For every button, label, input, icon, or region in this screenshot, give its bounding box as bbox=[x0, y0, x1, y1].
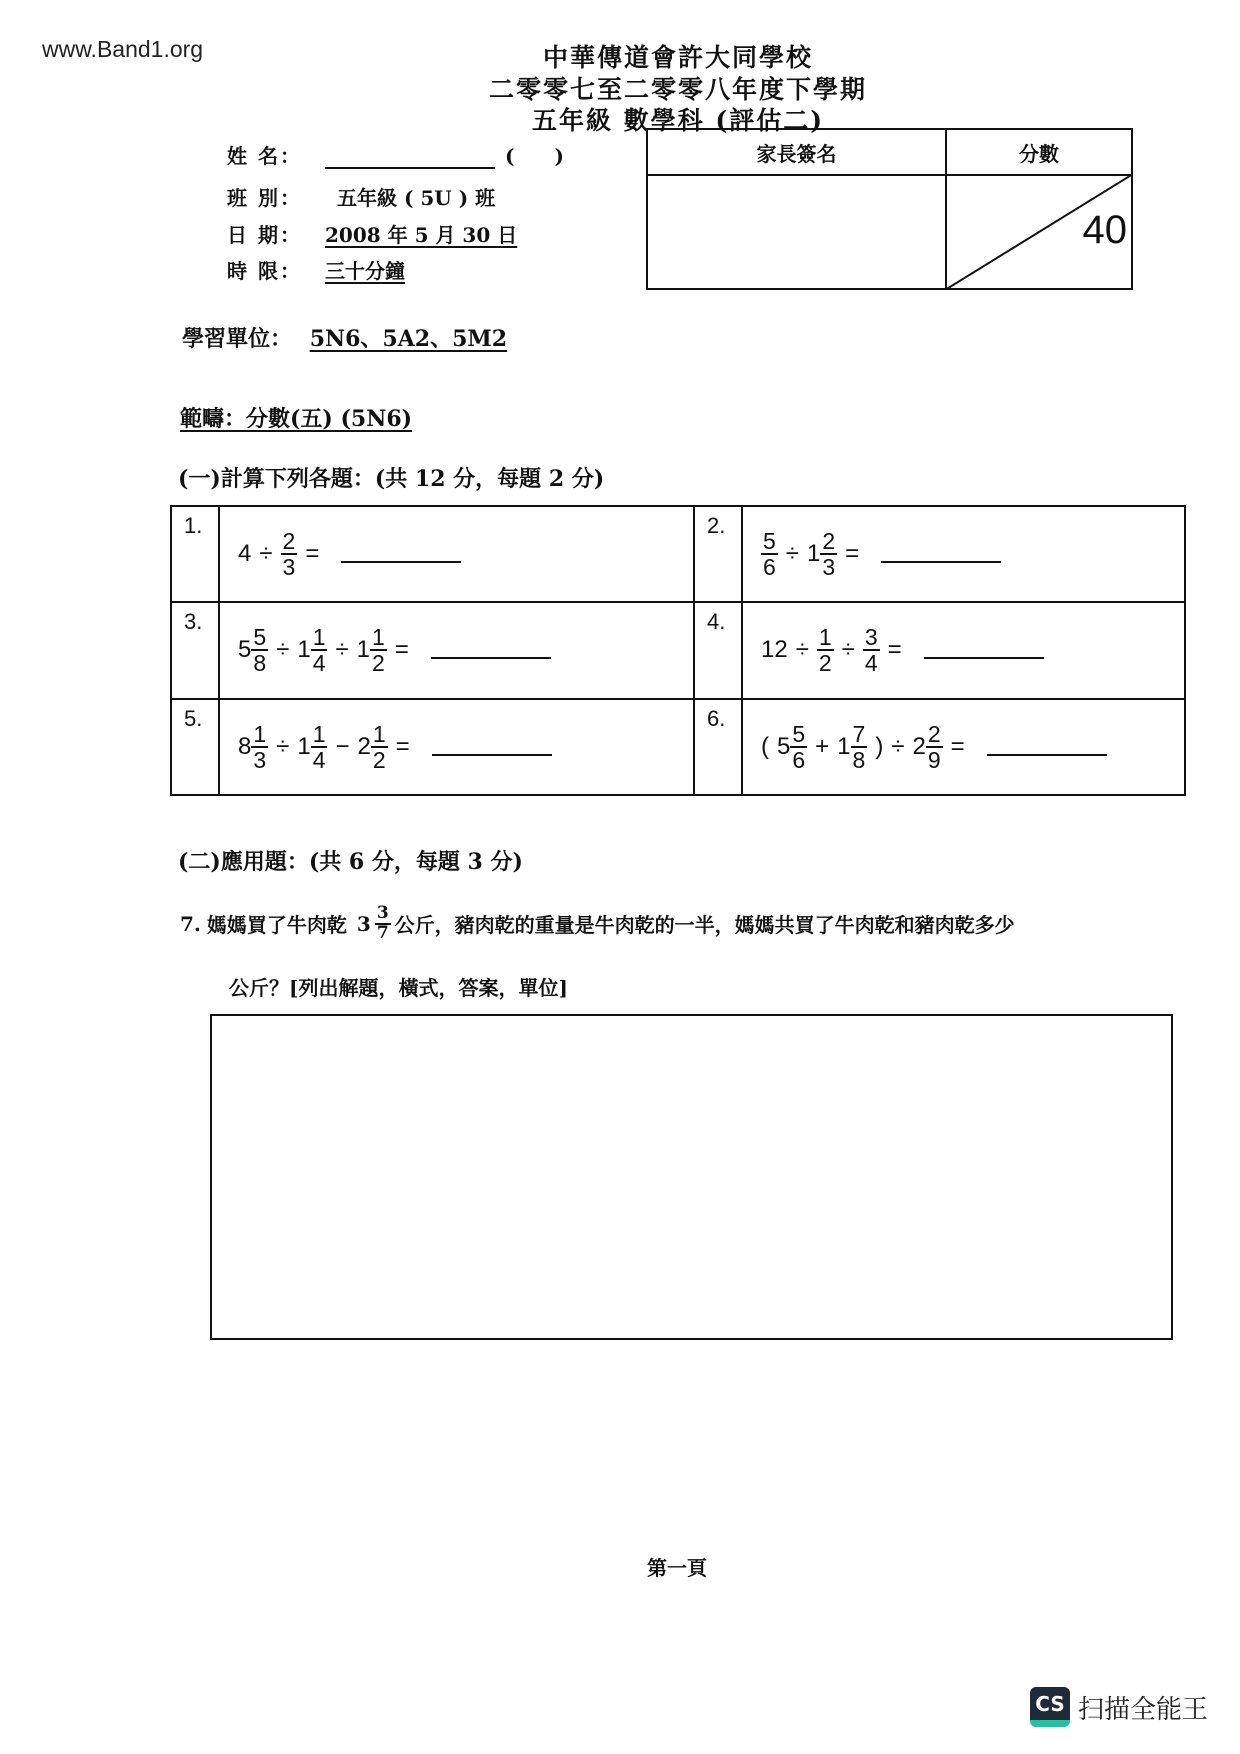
fraction bbox=[370, 625, 387, 675]
whole-part: 1 bbox=[806, 540, 821, 568]
denominator: 9 bbox=[927, 746, 941, 773]
scanner-watermark bbox=[1030, 1687, 1208, 1727]
class-value: 五年級 ( 5U ) 班 bbox=[337, 186, 496, 210]
problem-expression bbox=[761, 722, 1184, 772]
operator: ( bbox=[761, 732, 769, 760]
whole-part: 8 bbox=[238, 732, 252, 760]
operator: = bbox=[395, 732, 410, 760]
q7-text-after: 公斤，豬肉乾的重量是牛肉乾的一半，媽媽共買了牛肉乾和豬肉乾多少 bbox=[394, 913, 1015, 938]
parent-signature-score-box bbox=[646, 128, 1133, 290]
class-label: 班 別： bbox=[227, 186, 302, 210]
numerator: 2 bbox=[282, 528, 296, 555]
operator: ) bbox=[875, 732, 884, 760]
time-label: 時 限： bbox=[227, 259, 302, 283]
mixed-number bbox=[297, 625, 327, 675]
whole-part: 5 bbox=[238, 636, 252, 664]
denominator: 2 bbox=[372, 650, 385, 677]
fraction bbox=[311, 625, 328, 675]
fraction bbox=[761, 529, 778, 579]
numerator: 1 bbox=[312, 720, 326, 747]
page-number: 第一頁 bbox=[647, 1556, 707, 1580]
section2-title: (二)應用題：(共 6 分，每題 3 分) bbox=[178, 849, 523, 875]
time-value: 三十分鐘 bbox=[325, 259, 405, 283]
q7-line2: 公斤？[列出解題，橫式，答案，單位] bbox=[229, 976, 568, 1000]
denominator: 8 bbox=[253, 650, 267, 677]
problem-cell bbox=[219, 602, 694, 698]
problem-cell bbox=[742, 506, 1185, 602]
learning-units-label: 學習單位： bbox=[182, 326, 293, 352]
mixed-number bbox=[807, 529, 837, 579]
mixed-number bbox=[281, 529, 298, 579]
fraction bbox=[790, 722, 807, 772]
term-title: 二零零七至二零零八年度下學期 bbox=[488, 75, 867, 104]
mixed-number bbox=[817, 625, 834, 675]
operator: = bbox=[950, 732, 965, 760]
mixed-number bbox=[358, 722, 388, 772]
scope-value: 分數(五) (5N6) bbox=[246, 406, 413, 432]
problem-number: 6. bbox=[694, 699, 742, 795]
numerator: 1 bbox=[372, 624, 385, 651]
time-row bbox=[227, 255, 405, 284]
problem-number: 1. bbox=[171, 506, 219, 602]
numerator: 5 bbox=[253, 624, 267, 651]
problem-cell bbox=[219, 506, 694, 602]
denominator: 2 bbox=[818, 650, 832, 677]
mixed-number bbox=[913, 722, 943, 772]
answer-blank[interactable] bbox=[432, 738, 552, 756]
scanner-name: 扫描全能王 bbox=[1078, 1694, 1209, 1725]
camscanner-logo-icon: CS bbox=[1030, 1687, 1070, 1727]
operator: ÷ bbox=[841, 636, 855, 664]
denominator: 4 bbox=[864, 650, 878, 677]
numerator: 1 bbox=[253, 720, 267, 747]
q7-fraction bbox=[375, 905, 391, 943]
problem-expression bbox=[238, 625, 693, 675]
numerator: 1 bbox=[312, 624, 326, 651]
operator: = bbox=[305, 540, 320, 568]
operator: ÷ bbox=[259, 540, 273, 568]
whole-part: 1 bbox=[356, 636, 371, 664]
operator: ÷ bbox=[335, 636, 349, 664]
denominator: 6 bbox=[763, 554, 776, 581]
parent-signature-header: 家長簽名 bbox=[756, 142, 837, 166]
mixed-number bbox=[863, 625, 880, 675]
denominator: 3 bbox=[282, 554, 296, 581]
calculation-table bbox=[170, 505, 1186, 796]
fraction bbox=[371, 722, 388, 772]
numerator: 5 bbox=[763, 528, 776, 555]
numerator: 1 bbox=[372, 720, 386, 747]
numerator: 1 bbox=[818, 624, 832, 651]
numerator: 5 bbox=[792, 720, 806, 747]
fraction bbox=[817, 625, 834, 675]
name-field[interactable] bbox=[325, 147, 495, 169]
class-number-paren: ( ) bbox=[505, 144, 564, 168]
denominator: 3 bbox=[822, 554, 836, 581]
whole-part: 2 bbox=[912, 732, 926, 760]
question-7 bbox=[180, 905, 1015, 943]
class-row bbox=[227, 182, 495, 211]
name-label: 姓 名： bbox=[227, 144, 302, 168]
operator: ÷ bbox=[276, 732, 290, 760]
mixed-number bbox=[238, 722, 268, 772]
score-header: 分數 bbox=[1019, 142, 1059, 166]
operator: ÷ bbox=[785, 540, 799, 568]
denominator: 2 bbox=[372, 746, 386, 773]
date-value: 2008 年 5 月 30 日 bbox=[325, 223, 518, 247]
fraction bbox=[251, 722, 268, 772]
q7-answer-box[interactable] bbox=[210, 1014, 1173, 1340]
table-row bbox=[171, 602, 1185, 698]
answer-blank[interactable] bbox=[924, 641, 1044, 659]
mixed-number bbox=[777, 722, 807, 772]
number: 4 bbox=[238, 540, 252, 568]
whole-part: 1 bbox=[297, 732, 311, 760]
problem-cell bbox=[219, 699, 694, 795]
numerator: 2 bbox=[822, 528, 836, 555]
problem-expression bbox=[238, 529, 693, 579]
q7-mixed-number bbox=[357, 905, 395, 943]
operator: ÷ bbox=[891, 732, 905, 760]
operator: ÷ bbox=[276, 636, 290, 664]
operator: = bbox=[845, 540, 860, 568]
q7-denominator: 7 bbox=[376, 922, 389, 943]
problem-number: 3. bbox=[171, 602, 219, 698]
problem-cell bbox=[742, 699, 1185, 795]
q7-text-before: 媽媽買了牛肉乾 bbox=[206, 913, 347, 938]
fraction bbox=[851, 722, 868, 772]
problem-number: 5. bbox=[171, 699, 219, 795]
problem-expression bbox=[761, 529, 1184, 579]
numerator: 2 bbox=[927, 720, 941, 747]
problem-cell bbox=[742, 602, 1185, 698]
learning-units bbox=[182, 322, 507, 353]
whole-part: 1 bbox=[297, 636, 311, 664]
whole-part: 1 bbox=[837, 732, 851, 760]
q7-number: 7. bbox=[180, 911, 201, 936]
denominator: 8 bbox=[852, 746, 866, 773]
problem-number: 4. bbox=[694, 602, 742, 698]
date-label: 日 期： bbox=[227, 223, 302, 247]
denominator: 3 bbox=[253, 746, 267, 773]
table-row bbox=[171, 699, 1185, 795]
name-row bbox=[227, 140, 564, 169]
denominator: 6 bbox=[792, 746, 806, 773]
answer-blank[interactable] bbox=[341, 545, 461, 563]
q7-numerator: 3 bbox=[376, 903, 389, 923]
number: 12 bbox=[761, 636, 788, 664]
problem-expression bbox=[238, 722, 693, 772]
learning-units-value: 5N6、5A2、5M2 bbox=[309, 326, 508, 352]
scope-label: 範疇： bbox=[180, 406, 247, 432]
operator: = bbox=[887, 636, 902, 664]
denominator: 4 bbox=[312, 746, 326, 773]
whole-part: 2 bbox=[357, 732, 371, 760]
subject-title: 五年級 數學科 (評估二) bbox=[531, 106, 825, 135]
problem-number: 2. bbox=[694, 506, 742, 602]
answer-blank[interactable] bbox=[987, 738, 1107, 756]
mixed-number bbox=[297, 722, 327, 772]
answer-blank[interactable] bbox=[881, 545, 1001, 563]
numerator: 3 bbox=[864, 624, 878, 651]
school-name: 中華傳道會許大同學校 bbox=[542, 43, 813, 72]
fraction bbox=[820, 529, 837, 579]
denominator: 4 bbox=[312, 650, 326, 677]
date-row bbox=[227, 219, 517, 248]
fraction bbox=[863, 625, 880, 675]
fraction bbox=[251, 625, 268, 675]
mixed-number bbox=[837, 722, 867, 772]
numerator: 7 bbox=[852, 720, 866, 747]
whole-part: 5 bbox=[777, 732, 791, 760]
section1-title: (一)計算下列各題：(共 12 分，每題 2 分) bbox=[178, 466, 605, 492]
scope bbox=[180, 402, 412, 433]
mixed-number bbox=[238, 625, 268, 675]
operator: ÷ bbox=[795, 636, 809, 664]
watermark: www.Band1.org bbox=[42, 36, 204, 62]
mixed-number bbox=[357, 625, 387, 675]
operator: = bbox=[394, 636, 409, 664]
operator: + bbox=[815, 732, 830, 760]
fraction bbox=[311, 722, 328, 772]
mixed-number bbox=[761, 529, 778, 579]
problem-expression bbox=[761, 625, 1184, 675]
answer-blank[interactable] bbox=[431, 641, 551, 659]
operator: − bbox=[335, 732, 350, 760]
q7-whole: 3 bbox=[356, 911, 371, 936]
score-total: 40 bbox=[1082, 208, 1127, 252]
fraction bbox=[926, 722, 943, 772]
table-row bbox=[171, 506, 1185, 602]
fraction bbox=[281, 529, 298, 579]
